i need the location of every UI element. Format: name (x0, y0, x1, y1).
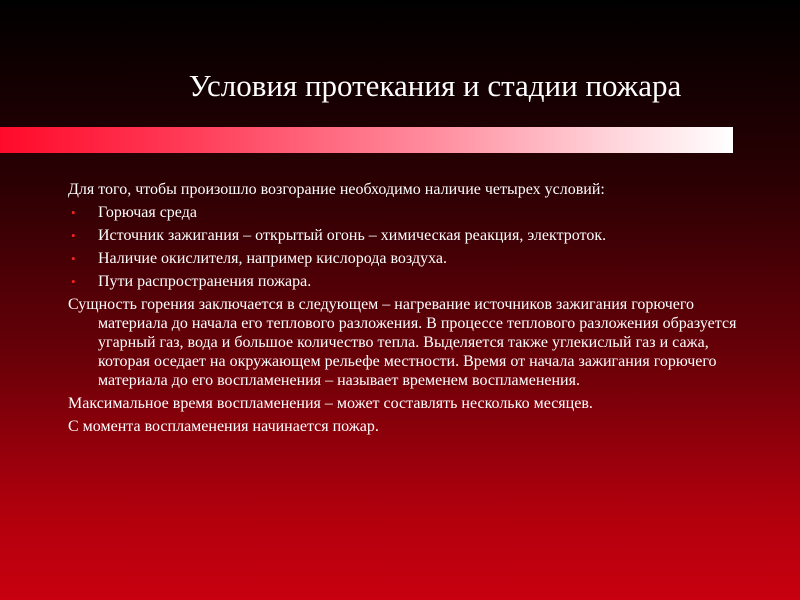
title-gradient-bar (0, 127, 733, 153)
bullet-text: Пути распространения пожара. (98, 273, 312, 290)
bullet-text: Горючая среда (98, 204, 197, 221)
bullet-item (68, 203, 738, 222)
ignition-time-paragraph: Максимальное время воспламенения – может составлять несколько месяцев. (68, 395, 593, 412)
bullet-item (68, 226, 738, 245)
combustion-paragraph: Сущность горения заключается в следующем – нагревание источников зажигания горючего материала до начала его теплового разложения. В процессе теплового разложения образуется угарный газ, вода и большое количество тепла. Выделяется также углекислый газ и сажа, которая оседает на окружающем рельефе местности. Время от начала зажигания горючего материала до его воспламенения – называет временем воспламенения. (68, 296, 737, 389)
slide-content (68, 180, 738, 440)
bullet-item (68, 272, 738, 291)
bullet-dot-icon: • (71, 228, 76, 243)
fire-start-paragraph: С момента воспламенения начинается пожар. (68, 418, 379, 435)
bullet-dot-icon: • (71, 205, 76, 220)
bullet-item (68, 249, 738, 268)
slide-title: Условия протекания и стадии пожара (188, 68, 682, 103)
bullet-dot-icon: • (71, 274, 76, 289)
intro-paragraph: Для того, чтобы произошло возгорание необходимо наличие четырех условий: (68, 181, 605, 198)
bullet-text: Источник зажигания – открытый огонь – химическая реакция, электроток. (98, 227, 607, 244)
bullet-text: Наличие окислителя, например кислорода воздуха. (98, 250, 447, 267)
bullet-dot-icon: • (71, 251, 76, 266)
